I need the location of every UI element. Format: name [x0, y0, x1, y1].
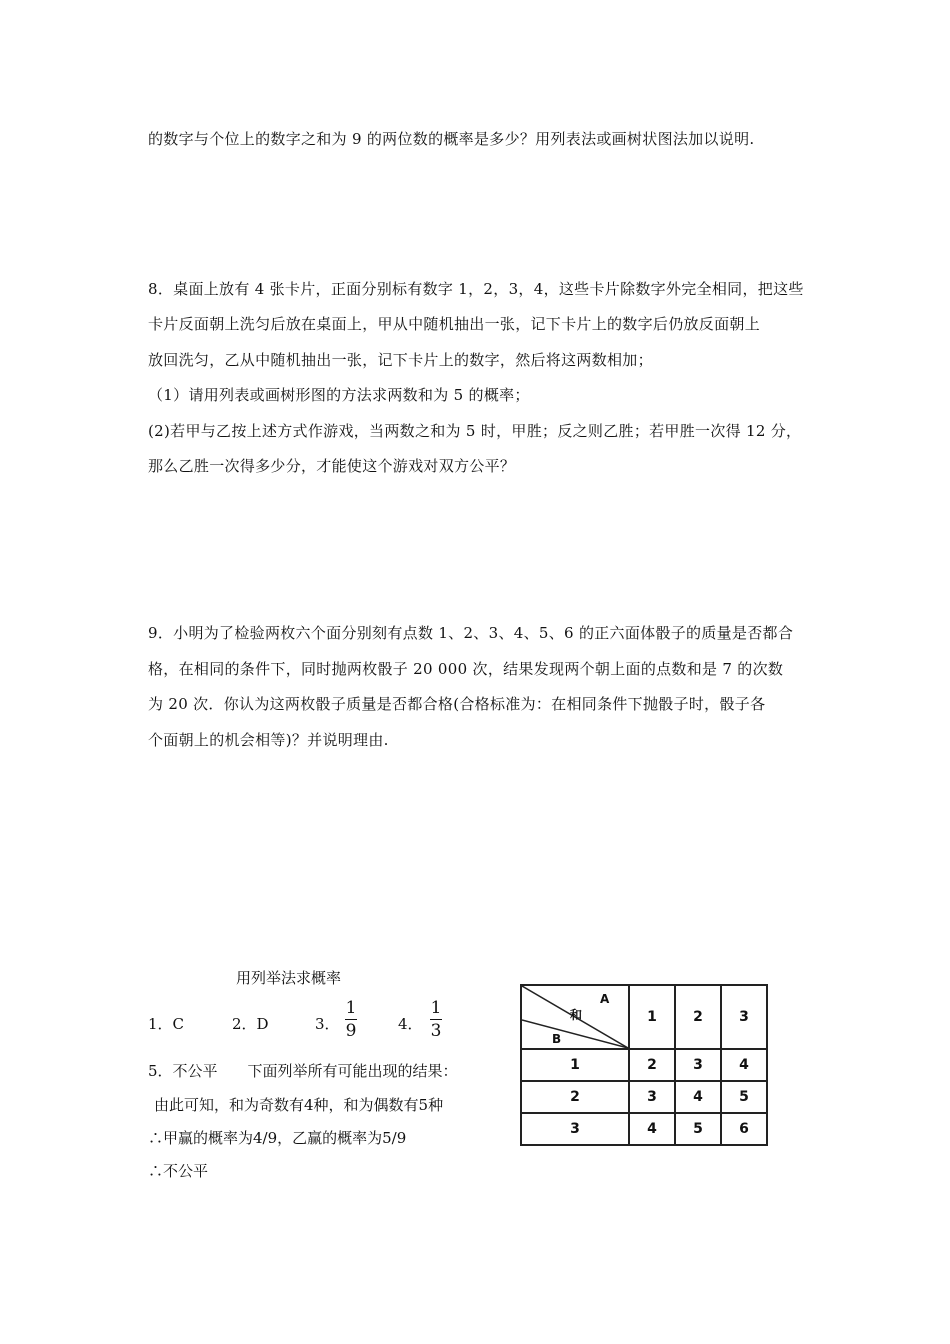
q8-line-3: 放回洗匀，乙从中随机抽出一张，记下卡片上的数字，然后将这两数相加； [148, 351, 653, 369]
answer-5-line-3: ∴甲赢的概率为4/9，乙赢的概率为5/9 [148, 1129, 407, 1147]
q8-line-1: 8．桌面上放有 4 张卡片，正面分别标有数字 1，2，3，4，这些卡片除数字外完全相同，把这些 [148, 280, 804, 298]
sum-table [520, 984, 768, 1146]
table-cell: 3 [629, 1081, 675, 1113]
table-cell: 5 [721, 1081, 767, 1113]
fraction-numerator: 1 [345, 998, 357, 1018]
table-row-label: 3 [521, 1113, 629, 1145]
q8-line-4: （1）请用列表或画树形图的方法求两数和为 5 的概率； [148, 386, 530, 404]
answers-title: 用列举法求概率 [236, 969, 342, 987]
table-cell: 2 [629, 1049, 675, 1081]
table-cell: 5 [675, 1113, 721, 1145]
answer-3-fraction [345, 998, 357, 1041]
table-cell: 6 [721, 1113, 767, 1145]
table-cell: 4 [675, 1081, 721, 1113]
q7-tail-line: 的数字与个位上的数字之和为 9 的两位数的概率是多少？用列表法或画树状图法加以说明. [148, 130, 755, 148]
table-row [521, 1113, 767, 1145]
table-header-cell: 3 [721, 985, 767, 1049]
corner-label-sum: 和 [570, 1008, 583, 1022]
fraction-numerator: 1 [430, 998, 442, 1018]
q8-line-2: 卡片反面朝上洗匀后放在桌面上，甲从中随机抽出一张，记下卡片上的数字后仍放反面朝上 [148, 315, 761, 333]
table-row [521, 1049, 767, 1081]
answer-2: 2．D [232, 1015, 269, 1033]
answer-4-fraction [430, 998, 442, 1041]
q9-line-4: 个面朝上的机会相等)？并说明理由. [148, 731, 389, 749]
answer-5-line-1: 5．不公平 下面列举所有可能出现的结果： [148, 1062, 458, 1080]
q8-line-5: (2)若甲与乙按上述方式作游戏，当两数之和为 5 时，甲胜；反之则乙胜；若甲胜一次得 12 分， [148, 422, 802, 440]
answer-5-line-2: 由此可知，和为奇数有4种，和为偶数有5种 [154, 1096, 444, 1114]
q9-line-1: 9．小明为了检验两枚六个面分别刻有点数 1、2、3、4、5、6 的正六面体骰子的质量是否都合 [148, 624, 794, 642]
fraction-denominator: 9 [345, 1021, 357, 1041]
fraction-bar [345, 1019, 357, 1020]
answer-4-label: 4． [398, 1015, 423, 1033]
table-corner-cell [521, 985, 629, 1049]
table-row [521, 1081, 767, 1113]
table-header-row [521, 985, 767, 1049]
table-header-cell: 1 [629, 985, 675, 1049]
table-cell: 4 [721, 1049, 767, 1081]
table-cell: 3 [675, 1049, 721, 1081]
q9-line-3: 为 20 次．你认为这两枚骰子质量是否都合格(合格标准为：在相同条件下抛骰子时，骰子各 [148, 695, 766, 713]
corner-label-b: B [552, 1032, 562, 1046]
table-row-label: 1 [521, 1049, 629, 1081]
table-header-cell: 2 [675, 985, 721, 1049]
answer-3-label: 3． [315, 1015, 340, 1033]
table-cell: 4 [629, 1113, 675, 1145]
table-row-label: 2 [521, 1081, 629, 1113]
answer-1: 1．C [148, 1015, 185, 1033]
q8-line-6: 那么乙胜一次得多少分，才能使这个游戏对双方公平？ [148, 457, 516, 475]
fraction-bar [430, 1019, 442, 1020]
corner-label-a: A [600, 992, 610, 1006]
q9-line-2: 格，在相同的条件下，同时抛两枚骰子 20 000 次，结果发现两个朝上面的点数和是 7 的次数 [148, 660, 784, 678]
answer-5-line-4: ∴不公平 [148, 1162, 209, 1180]
fraction-denominator: 3 [430, 1021, 442, 1041]
